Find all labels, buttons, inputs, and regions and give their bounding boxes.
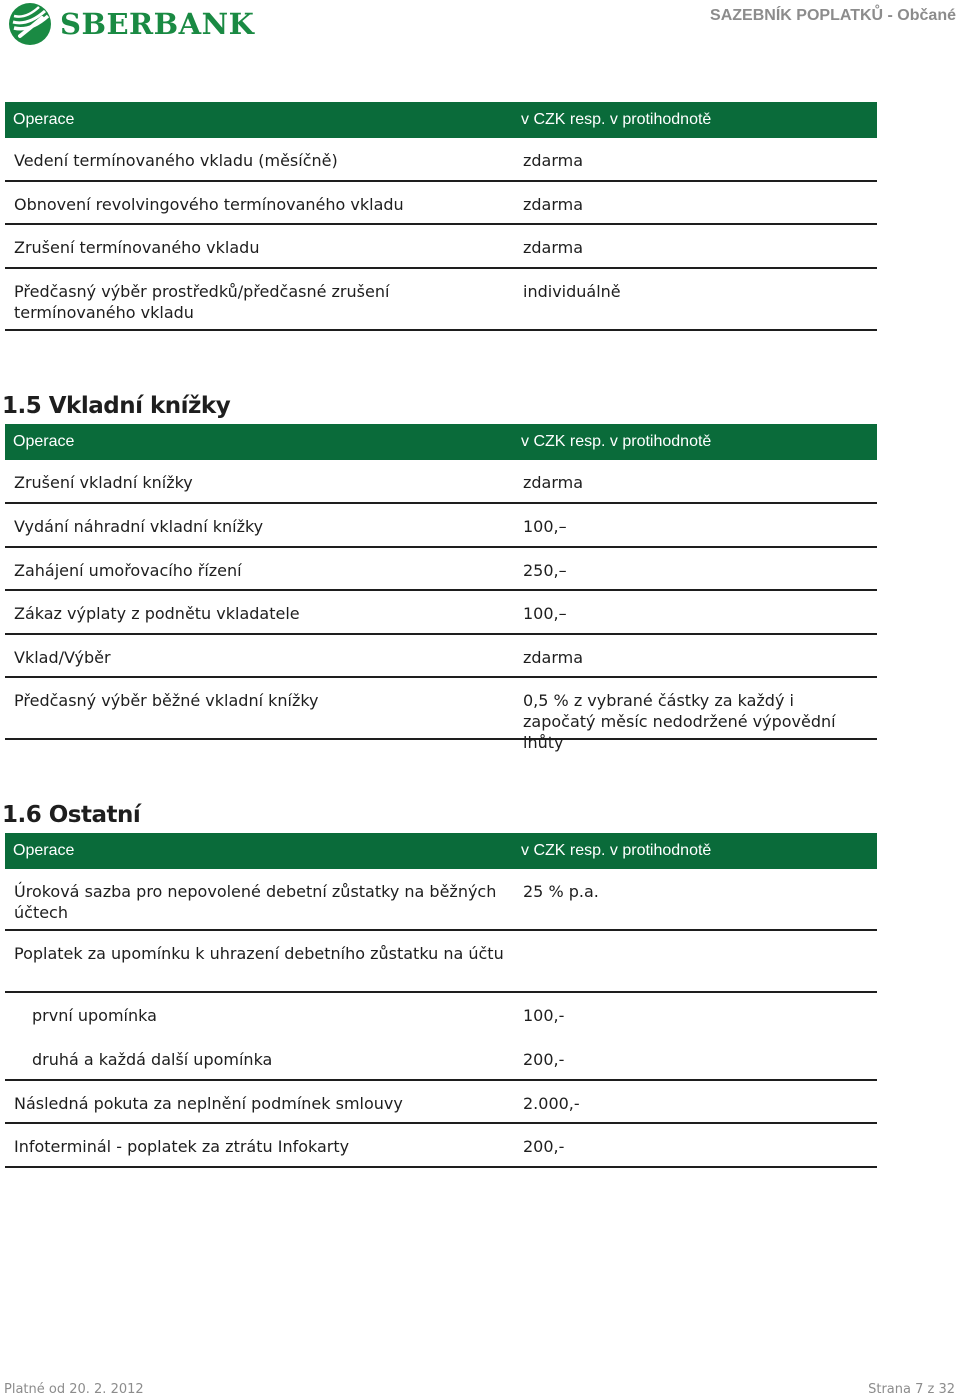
table-row (5, 869, 877, 931)
table-row (5, 635, 877, 678)
table-row (5, 931, 877, 993)
savings-books-table (5, 424, 877, 752)
operation-cell: Zrušení vkladní knížky (14, 473, 193, 492)
operation-cell: první upomínka (32, 1006, 157, 1025)
operation-cell: Vydání náhradní vkladní knížky (14, 517, 264, 536)
operation-cell: Zrušení termínovaného vkladu (14, 238, 260, 257)
table-row (5, 548, 877, 591)
column-header-value: v CZK resp. v protihodnotě (521, 842, 712, 859)
table-header (5, 424, 877, 460)
table-header (5, 102, 877, 138)
value-cell: 0,5 % z vybrané částky za každý i započatý měsíc nedodržené výpovědní lhůty (523, 691, 836, 752)
footer-page-number: Strana 7 z 32 (868, 1382, 955, 1397)
table-row (5, 138, 877, 182)
operation-cell: Zahájení umořovacího řízení (14, 561, 242, 580)
page-header-title: SAZEBNÍK POPLATKŮ - Občané (710, 7, 956, 24)
value-cell: zdarma (523, 473, 584, 492)
operation-cell: Zákaz výplaty z podnětu vkladatele (14, 604, 300, 623)
table-row (5, 182, 877, 225)
table-row (5, 269, 877, 331)
operation-cell: druhá a každá další upomínka (32, 1050, 273, 1069)
table-row (5, 993, 877, 1036)
table-header (5, 833, 877, 869)
column-header-value: v CZK resp. v protihodnotě (521, 433, 712, 450)
table-row (5, 1036, 877, 1081)
value-cell: zdarma (523, 238, 584, 257)
value-cell: 250,– (523, 561, 567, 580)
brand-name: SBERBANK (60, 7, 255, 41)
operation-cell: Předčasný výběr běžné vkladní knížky (14, 691, 319, 710)
term-deposit-table (5, 102, 877, 331)
table-row (5, 591, 877, 635)
column-header-value: v CZK resp. v protihodnotě (521, 111, 712, 128)
value-cell: zdarma (523, 648, 584, 667)
table-row (5, 1081, 877, 1124)
operation-cell: Následná pokuta za neplnění podmínek smlouvy (14, 1094, 403, 1113)
value-cell: 100,– (523, 604, 567, 623)
operation-cell: Poplatek za upomínku k uhrazení debetního zůstatku na účtu (14, 944, 504, 963)
operation-cell: Vedení termínovaného vkladu (měsíčně) (14, 151, 338, 170)
footer-valid-from: Platné od 20. 2. 2012 (4, 1382, 144, 1397)
column-header-operation: Operace (13, 433, 75, 450)
table-row (5, 225, 877, 269)
value-cell: 2.000,- (523, 1094, 580, 1113)
column-header-operation: Operace (13, 842, 75, 859)
table-row (5, 1124, 877, 1168)
operation-cell: Obnovení revolvingového termínovaného vkladu (14, 195, 404, 214)
section-title-savings-books: 1.5 Vkladní knížky (2, 393, 231, 419)
value-cell: 100,– (523, 517, 567, 536)
value-cell: zdarma (523, 151, 584, 170)
value-cell: 100,- (523, 1006, 565, 1025)
value-cell: zdarma (523, 195, 584, 214)
operation-cell: Vklad/Výběr (14, 648, 111, 667)
value-cell: 200,- (523, 1137, 565, 1156)
table-row (5, 678, 877, 752)
operation-cell: Předčasný výběr prostředků/předčasné zrušení termínovaného vkladu (14, 282, 390, 322)
table-row (5, 460, 877, 504)
table-row (5, 504, 877, 548)
column-header-operation: Operace (13, 111, 75, 128)
value-cell: 25 % p.a. (523, 882, 599, 901)
other-fees-table (5, 833, 877, 1168)
operation-cell: Infoterminál - poplatek za ztrátu Infokarty (14, 1137, 350, 1156)
value-cell: 200,- (523, 1050, 565, 1069)
sberbank-logo (8, 2, 254, 46)
operation-cell: Úroková sazba pro nepovolené debetní zůstatky na běžných účtech (14, 882, 497, 922)
section-title-other: 1.6 Ostatní (2, 802, 141, 828)
sberbank-logo-icon (8, 2, 52, 46)
value-cell: individuálně (523, 282, 621, 301)
